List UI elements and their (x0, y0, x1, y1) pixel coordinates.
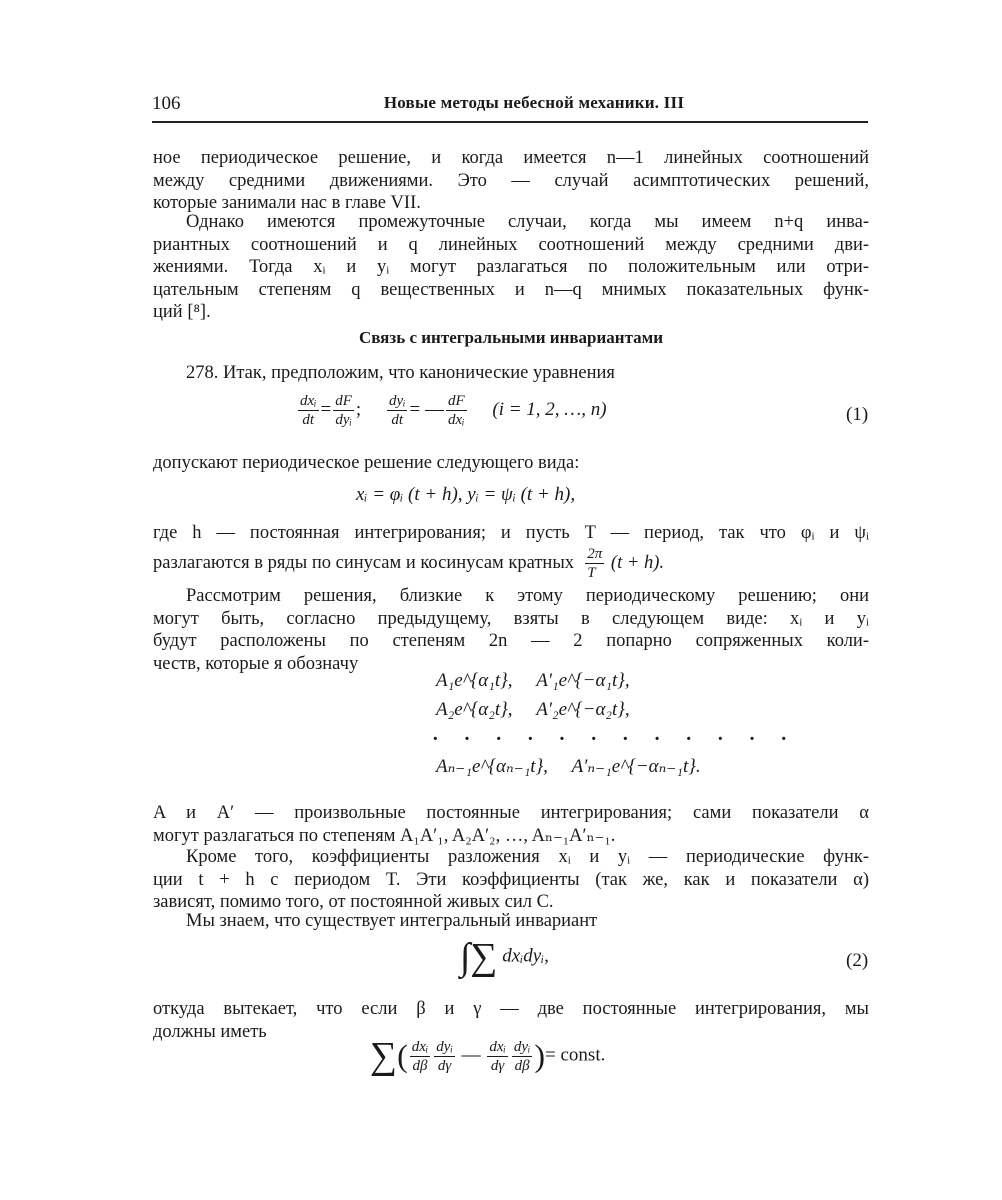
paragraph-2 (153, 211, 869, 324)
text-line: A и A′ — произвольные постоянные интегрирования; сами показатели α (153, 803, 869, 823)
text-line: честв, которые я обозначу (153, 653, 359, 674)
text-line: Мы знаем, что существует интегральный инвариант (186, 911, 598, 931)
matrix-row-2: A₂e^{α₂t}, A′₂e^{−α₂t}, (436, 699, 630, 720)
paragraph-3 (153, 362, 869, 385)
text-line: Кроме того, коэффициенты разложения xᵢ и yᵢ — периодические функ- (186, 847, 869, 867)
paragraph-9 (153, 910, 869, 933)
section-heading: Связь с интегральными инвариантами (358, 328, 664, 347)
fraction: $\frac{\text{dxᵢ}}{d\gamma}$ (489, 1038, 506, 1074)
text-line: жениями. Тогда xᵢ и yᵢ могут разлагаться по положительным или отри- (153, 257, 869, 277)
equation-2: ∫∑ dxᵢdyᵢ, (460, 936, 549, 978)
text-line: допускают периодическое решение следующего вида: (153, 453, 580, 473)
fraction: $\frac{\text{dxᵢ}}{d\beta}$ (411, 1038, 429, 1074)
text-line: которые занимали нас в главе VII. (153, 193, 421, 213)
paragraph-7 (153, 802, 869, 847)
sum-sign: ∑ (370, 1035, 398, 1077)
fraction: $\frac{\text{dxᵢ}}{dt}$ (300, 393, 317, 428)
text-line: ное периодическое решение, и когда имеется n—1 линейных соотношений (153, 148, 869, 168)
text-line: между средними движениями. Это — случай асимптотических решений, (153, 170, 869, 191)
equation-3: ∑( $\frac{\text{dxᵢ}}{d\beta}$ $\frac{\text{dyᵢ}}{d\gamma}$ — $\frac{\text{dxᵢ}}{d\gamma}$ $\frac{\text{dyᵢ}}{d\beta}$ )= const. (370, 1035, 606, 1077)
paragraph-4 (153, 452, 869, 475)
text-line: цательным степеням q вещественных и n—q мнимых показательных функ- (153, 279, 869, 300)
text-line: ций [⁸]. (153, 302, 211, 322)
text-line: Однако имеются промежуточные случаи, когда мы имеем n+q инва- (186, 212, 869, 232)
matrix-row-1: A₁e^{α₁t}, A′₁e^{−α₁t}, (436, 670, 630, 691)
paragraph-8 (153, 846, 869, 914)
equation-number-2: (2) (846, 950, 869, 971)
text-line: должны иметь (153, 1021, 267, 1042)
equation-solution: xᵢ = φᵢ (t + h), yᵢ = ψᵢ (t + h), (356, 484, 576, 505)
fraction: $\frac{\text{dyᵢ}}{d\gamma}$ (436, 1038, 453, 1074)
index-range: (i = 1, 2, …, n) (492, 398, 607, 420)
fraction: $\frac{\text{dyᵢ}}{d\beta}$ (513, 1038, 531, 1074)
text-line: могут разлагаться по степеням A₁A′₁, A₂A′₂, …, Aₙ₋₁A′ₙ₋₁. (153, 825, 616, 846)
paragraph-6 (153, 585, 869, 675)
text-line: зависят, помимо того, от постоянной живых сил C. (153, 892, 554, 912)
text-line: где h — постоянная интегрирования; и пусть T — период, так что φᵢ и ψᵢ (153, 523, 869, 543)
paragraph-1 (153, 147, 869, 215)
text-line: ции t + h с периодом T. Эти коэффициенты (так же, как и показатели α) (153, 869, 869, 890)
text-line: будут расположены по степеням 2n — 2 попарно сопряженных коли- (153, 631, 869, 651)
page-number: 106 (152, 93, 181, 114)
integral-sign: ∫ (460, 936, 471, 978)
text-line: откуда вытекает, что если β и γ — две постоянные интегрирования, мы (153, 999, 869, 1019)
paragraph-5 (153, 522, 869, 582)
text-line: 278. Итак, предположим, что канонические уравнения (186, 363, 615, 383)
header-rule (152, 121, 868, 123)
fraction: $\frac{dF}{\text{dxᵢ}}$ (447, 393, 465, 428)
equation-number-1: (1) (846, 404, 869, 425)
text-line: риантных соотношений и q линейных соотношений между средними дви- (153, 234, 869, 255)
text-line: разлагаются в ряды по синусам и косинусам кратных $\frac{2\pi}{T}$ (t + h). (153, 545, 664, 581)
running-title: Новые методы небесной механики. III (383, 93, 685, 112)
fraction: $\frac{\text{dyᵢ}}{dt}$ (388, 393, 406, 428)
ellipsis-row: · · · · · · · · · · · · (432, 728, 798, 750)
fraction: $\frac{2\pi}{T}$ (587, 545, 603, 581)
running-header (152, 93, 868, 119)
equation-1: $\frac{\text{dxᵢ}}{dt}$ = $\frac{dF}{\text{dyᵢ}}$ ; $\frac{\text{dyᵢ}}{dt}$ = — $\frac{dF}{\text{dxᵢ}}$ (i = 1, 2, …, n) (300, 393, 607, 428)
matrix-row-3: Aₙ₋₁e^{αₙ₋₁t}, A′ₙ₋₁e^{−αₙ₋₁t}. (436, 756, 701, 777)
text-line: могут быть, согласно предыдущему, взяты в следующем виде: xᵢ и yᵢ (153, 608, 869, 629)
text-line: Рассмотрим решения, близкие к этому периодическому решению; они (186, 586, 869, 606)
fraction: $\frac{dF}{\text{dyᵢ}}$ (335, 393, 352, 428)
sum-sign: ∑ (470, 936, 498, 978)
